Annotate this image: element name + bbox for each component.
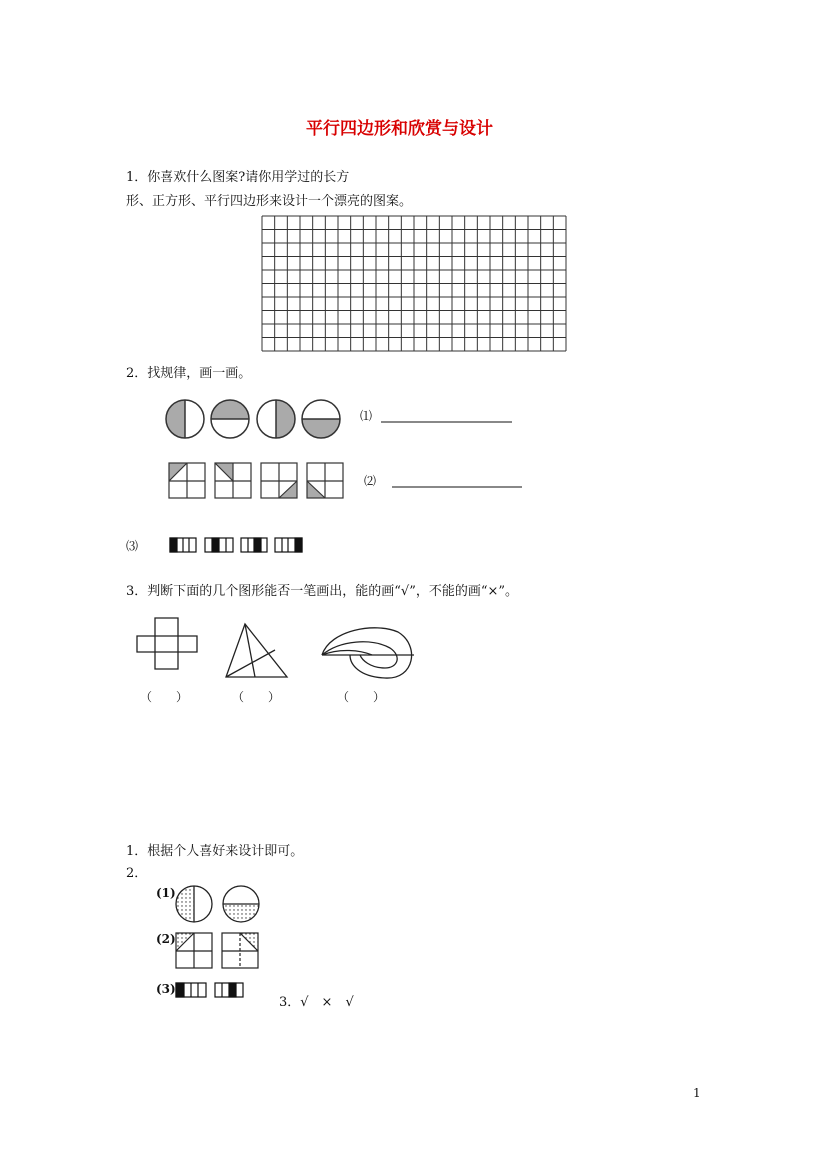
bar-1 [170, 538, 196, 552]
bar-3 [241, 538, 267, 552]
shell-figure [322, 628, 414, 678]
answer-2: 2． [126, 866, 148, 881]
answer-label-3: (3) [156, 982, 176, 996]
pattern-circle-3 [257, 400, 295, 438]
pattern-circle-1 [166, 400, 204, 438]
triangle-figure [226, 624, 287, 677]
answer-3: 3．√ × √ [279, 995, 354, 1010]
q1-line1: 1．你喜欢什么图案?请你用学过的长方 [126, 170, 350, 185]
page-number: 1 [693, 1086, 701, 1100]
page-title: 平行四边形和欣赏与设计 [306, 119, 493, 139]
answer-label-2: (2) [156, 932, 176, 946]
q3-paren-3: （ ） [337, 690, 386, 704]
bar-4 [275, 538, 302, 552]
cross-figure [137, 618, 197, 669]
answer-1: 1．根据个人喜好来设计即可。 [126, 844, 304, 859]
q3-paren-1: （ ） [140, 690, 189, 704]
answer-label-1: (1) [156, 886, 176, 900]
bar-2 [205, 538, 233, 552]
q1-line2: 形、正方形、平行四边形来设计一个漂亮的图案。 [126, 194, 413, 209]
q2-heading: 2．找规律，画一画。 [126, 366, 252, 381]
q3-heading: 3．判断下面的几个图形能否一笔画出，能的画“√”，不能的画“×”。 [126, 584, 519, 599]
q3-paren-2: （ ） [232, 690, 281, 704]
pattern-circle-2 [211, 400, 249, 438]
q2-label-1: ⑴ [360, 409, 373, 423]
pattern-circle-4 [302, 400, 340, 438]
q2-label-3: ⑶ [126, 539, 139, 553]
q2-label-2: ⑵ [364, 474, 377, 488]
